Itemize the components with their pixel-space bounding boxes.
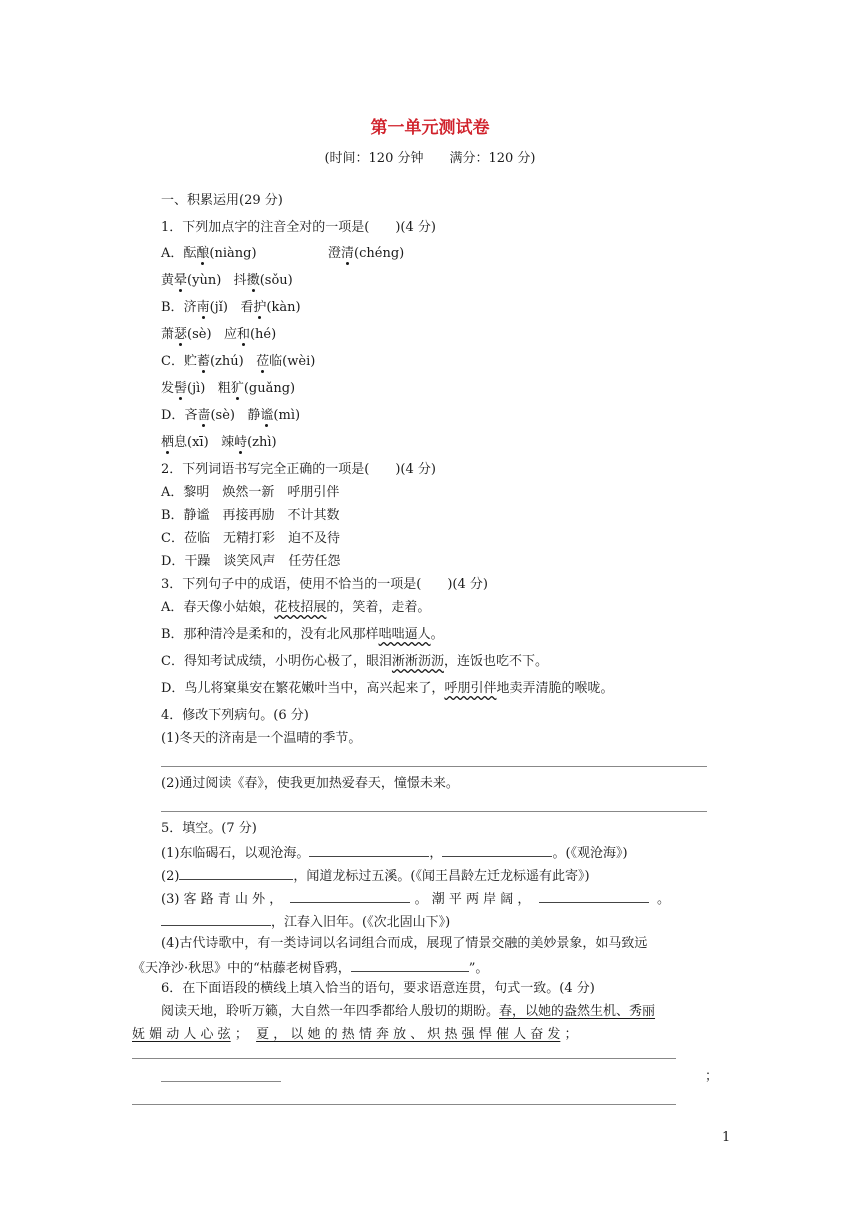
q5-blank-1a[interactable] bbox=[309, 843, 429, 857]
q1-option-c: C．贮蓄(zhú) 莅临(wèi) bbox=[161, 354, 316, 369]
q3-option-d: D．鸟儿将窠巢安在繁花嫩叶当中，高兴起来了，呼朋引伴地卖弄清脆的喉咙。 bbox=[161, 681, 614, 696]
q5-stem: 5．填空。(7 分) bbox=[161, 821, 257, 836]
q1-option-c-line2: 发髻(jì) 粗犷(guǎng) bbox=[161, 381, 296, 396]
q3-option-a: A．春天像小姑娘，花枝招展的，笑着，走着。 bbox=[161, 600, 431, 615]
q6-stem: 6．在下面语段的横线上填入恰当的语句，要求语意连贯，句式一致。(4 分) bbox=[161, 981, 595, 996]
q5-item-2: (2) ，闻道龙标过五溪。(《闻王昌龄左迁龙标遥有此寄》) bbox=[161, 866, 590, 886]
q1-option-b: B．济南(jǐ) 看护(kàn) bbox=[161, 300, 301, 315]
q1-option-a: A．酝酿(niàng) bbox=[161, 246, 257, 261]
q4-stem: 4．修改下列病句。(6 分) bbox=[161, 708, 309, 723]
q3-option-b: B．那种清冷是柔和的，没有北风那样咄咄逼人。 bbox=[161, 627, 444, 642]
q4-sentence-2: (2)通过阅读《春》，使我更加热爱春天，憧憬未来。 bbox=[161, 776, 459, 791]
q5-item-4-cont: 《天净沙·秋思》中的“枯藤老树昏鸦， ”。 bbox=[132, 958, 488, 978]
q6-passage-line-2: 妩 媚 动 人 心 弦 ； 夏 ， 以 她 的 热 情 奔 放 、 炽 热 强 悍 催 人 奋 发 ； bbox=[132, 1027, 578, 1042]
q1-option-d-line2: 栖息(xī) 竦峙(zhì) bbox=[161, 435, 277, 450]
q3-option-c: C．得知考试成绩，小明伤心极了，眼泪淅淅沥沥，连饭也吃不下。 bbox=[161, 654, 548, 669]
q5-blank-3b[interactable] bbox=[539, 889, 649, 903]
q4-answer-line-2[interactable] bbox=[161, 811, 707, 812]
q2-option-c: C．莅临 无精打彩 迫不及待 bbox=[161, 531, 340, 546]
q2-stem: 2．下列词语书写完全正确的一项是( )(4 分) bbox=[161, 462, 436, 477]
q6-answer-line-2[interactable] bbox=[161, 1081, 281, 1082]
exam-info: (时间：120 分钟 满分：120 分) bbox=[324, 151, 536, 166]
q5-blank-3c[interactable] bbox=[161, 912, 271, 926]
q5-blank-1b[interactable] bbox=[442, 843, 552, 857]
page-title: 第一单元测试卷 bbox=[370, 118, 490, 138]
q6-answer-line-1[interactable] bbox=[132, 1058, 676, 1059]
page-number: 1 bbox=[722, 1130, 731, 1145]
q1-option-a-item2: 澄清(chéng) bbox=[328, 246, 405, 261]
q4-sentence-1: (1)冬天的济南是一个温晴的季节。 bbox=[161, 731, 362, 746]
section-heading: 一、积累运用(29 分) bbox=[161, 193, 283, 208]
q4-answer-line-1[interactable] bbox=[161, 766, 707, 767]
q1-stem: 1．下列加点字的注音全对的一项是( )(4 分) bbox=[161, 220, 436, 235]
q6-semicolon: ； bbox=[705, 1069, 719, 1084]
q1-option-d: D．吝啬(sè) 静谧(mì) bbox=[161, 408, 301, 423]
q5-item-1: (1)东临碣石，以观沧海。 ， 。(《观沧海》) bbox=[161, 843, 628, 863]
q2-option-d: D．干躁 谈笑风声 任劳任怨 bbox=[161, 554, 341, 569]
q5-item-4: (4)古代诗歌中，有一类诗词以名词组合而成，展现了情景交融的美妙景象，如马致远 bbox=[161, 936, 648, 951]
q6-passage-line-1: 阅读天地，聆听万籁，大自然一年四季都给人殷切的期盼。春，以她的盎然生机、秀丽 bbox=[161, 1004, 656, 1019]
q2-option-a: A．黎明 焕然一新 呼朋引伴 bbox=[161, 485, 340, 500]
q2-option-b: B．静谧 再接再励 不计其数 bbox=[161, 508, 340, 523]
q5-blank-3a[interactable] bbox=[290, 889, 410, 903]
q6-answer-line-3[interactable] bbox=[132, 1104, 676, 1105]
q1-option-b-line2: 萧瑟(sè) 应和(hé) bbox=[161, 327, 277, 342]
q5-blank-2[interactable] bbox=[179, 866, 293, 880]
q5-item-3: (3) 客 路 青 山 外 ， 。 潮 平 两 岸 阔 ， 。 bbox=[161, 889, 670, 909]
q1-option-a-line2: 黄晕(yùn) 抖擞(sǒu) bbox=[161, 273, 293, 288]
q5-item-3-cont: ，江春入旧年。(《次北固山下》) bbox=[161, 912, 450, 932]
q3-stem: 3．下列句子中的成语，使用不恰当的一项是( )(4 分) bbox=[161, 577, 488, 592]
q5-blank-4[interactable] bbox=[351, 958, 469, 972]
